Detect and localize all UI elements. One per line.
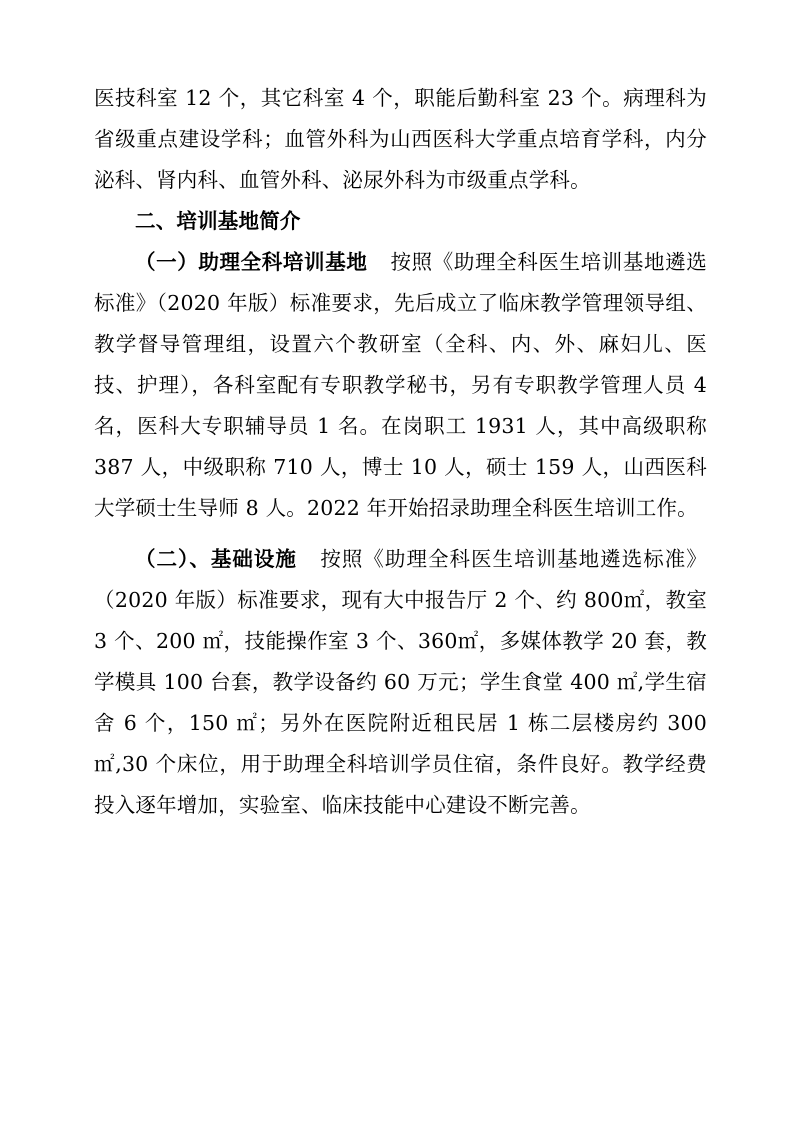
paragraph-text-two: 按照《助理全科医生培训基地遴选标准》（2020 年版）标准要求，现有大中报告厅 2 个、约 800㎡，教室 3 个、200 ㎡，技能操作室 3 个、360㎡，多媒体教学 20 套，教学模具 100 台套，教学设备约 60 万元；学生食堂 400 ㎡,学生宿舍 6 个，150 ㎡；另外在医院附近租民居 1 栋二层楼房约 300 ㎡,30 个床位，用于助理全科培训学员住宿，条件良好。教学经费投入逐年增加，实验室、临床技能中心建设不断完善。: [94, 547, 707, 817]
paragraph-assistant-general-practice-base: [94, 242, 707, 529]
section-heading-training-base: 二、培训基地简介: [135, 209, 301, 233]
paragraph-departments-summary: 医技科室 12 个，其它科室 4 个，职能后勤科室 23 个。病理科为省级重点建设学科；血管外科为山西医科大学重点培育学科，内分泌科、肾内科、血管外科、泌尿外科为市级重点学科。: [94, 86, 707, 192]
paragraph-lead-two: （二）、基础设施: [135, 547, 297, 571]
paragraph-spacer: [94, 529, 707, 539]
document-body: [94, 78, 707, 826]
paragraph-infrastructure: [94, 539, 707, 826]
paragraph-lead-one: （一）助理全科培训基地: [135, 250, 368, 274]
paragraph-text-one: 按照《助理全科医生培训基地遴选标准》（2020 年版）标准要求，先后成立了临床教学管理领导组、教学督导管理组，设置六个教研室（全科、内、外、麻妇儿、医技、护理），各科室配有专职教学秘书，另有专职教学管理人员 4 名，医科大专职辅导员 1 名。在岗职工 1931 人，其中高级职称 387 人，中级职称 710 人，博士 10 人，硕士 159 人，山西医科大学硕士生导师 8 人。2022 年开始招录助理全科医生培训工作。: [94, 250, 708, 520]
